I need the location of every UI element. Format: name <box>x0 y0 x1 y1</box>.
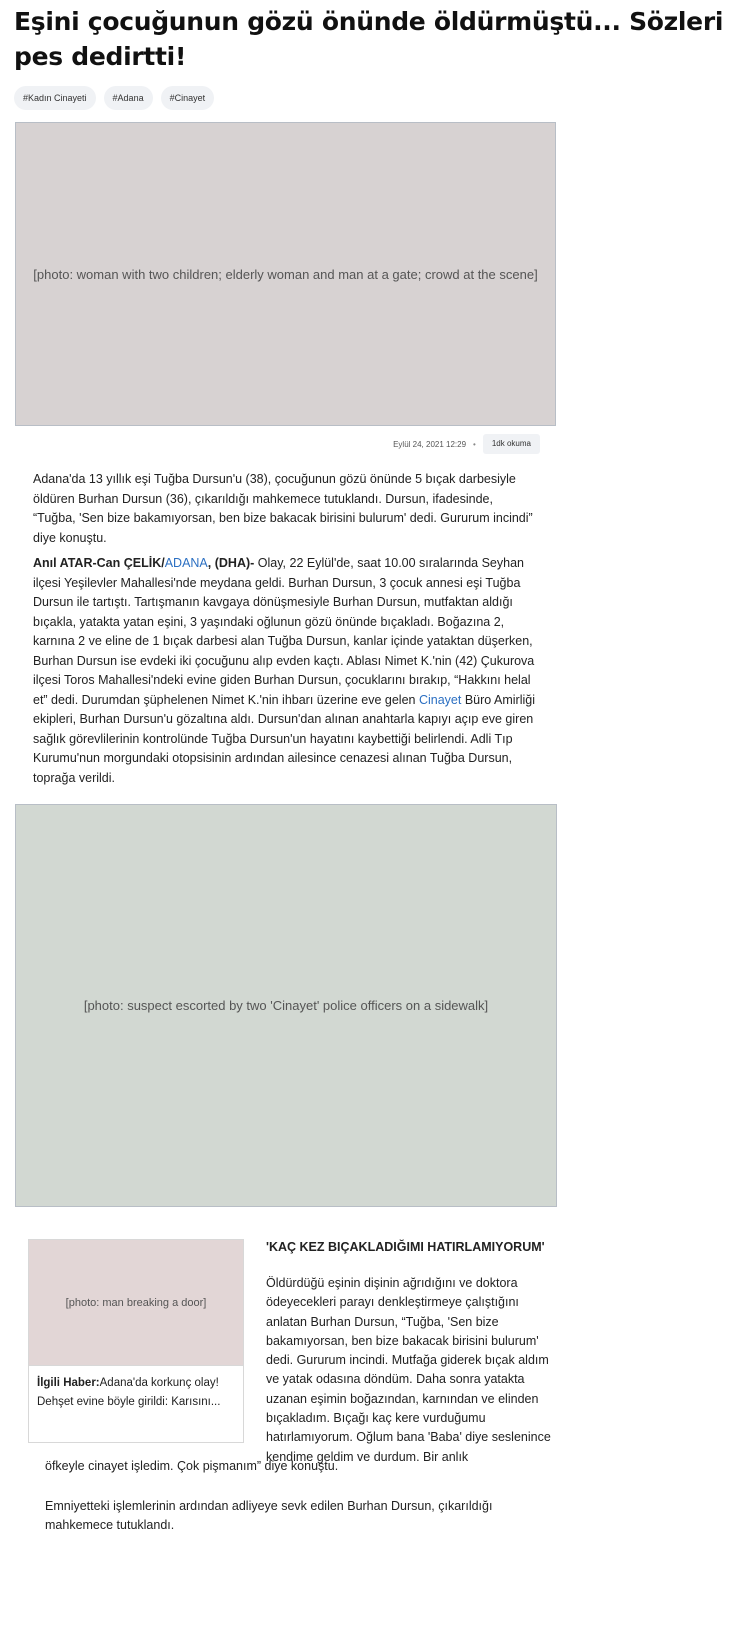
body-text-2: Büro Amirliği ekipleri, Burhan Dursun'u gözaltına aldı. Dursun'dan alınan anahtarla kapıyı açıp eve giren sağlık görevlilerinin kontrolünde Tuğba Dursun'un hayatını kaybettiği belirlendi. Adli Tıp Kurumu'nun morgundaki otopsisinin ardından ailesince cenazesi alınan Tuğba Dursun, toprağa verildi. <box>33 692 535 785</box>
cinayet-link[interactable]: Cinayet <box>418 692 462 707</box>
read-time-badge: 1dk okuma <box>483 434 540 454</box>
section-subheading: 'KAÇ KEZ BIÇAKLADIĞIMI HATIRLAMIYORUM' <box>266 1240 545 1254</box>
related-news-title: Adana'da korkunç olay! Dehşet evine böyle girildi: Karısını... <box>37 1377 221 1408</box>
related-news-card[interactable] <box>28 1239 244 1443</box>
hero-image <box>15 122 556 426</box>
tag-cinayet[interactable]: #Cinayet <box>161 86 215 110</box>
body-text-1: Olay, 22 Eylül'de, saat 10.00 sıralarında Seyhan ilçesi Yeşilevler Mahallesi'nde meydana geldi. Burhan Dursun, 3 çocuk annesi eşi Tuğba Dursun ile tartıştı. Tartışmanın kavgaya dönüşmesiyle Burhan Dursun, mutfaktan aldığı bıçakla, yatakta yatan eşini, 3 yaşındaki oğlunun gözü önünde bıçakladı. Boğazına 2, karnına 2 ve eline de 1 bıçak darbesi alan Tuğba Dursun, kanlar içinde yataktan düşerken, Burhan Dursun ise evdeki iki çocuğunu alıp evden kaçtı. Ablası Nimet K.'nin (42) Çukurova ilçesi Toros Mahallesi'ndeki evine giden Burhan Dursun, çocuklarını bırakıp, “Hakkını helal et” dedi. Durumdan şüphelenen Nimet K.'nin ihbarı üzerine eve gelen <box>33 556 535 707</box>
related-photo-label: [photo: man breaking a door] <box>65 1296 207 1309</box>
meta-separator: • <box>473 439 476 449</box>
main-article-photo <box>15 804 557 1207</box>
related-news-prefix: İlgili Haber: <box>37 1377 100 1389</box>
publish-date: Eylül 24, 2021 12:29 <box>393 439 467 449</box>
article-lead: Adana'da 13 yıllık eşi Tuğba Dursun'u (38), çocuğunun gözü önünde 5 bıçak darbesiyle öldüren Burhan Dursun (36), çıkarıldığı mahkemece tutuklandı. Dursun, ifadesinde, “Tuğba, 'Sen bize bakamıyorsan, ben bize bakacak birisini bulurum' dedi. Gururum incindi” diye konuştu. <box>33 472 533 545</box>
article-headline: Eşini çocuğunun gözü önünde öldürmüştü... Sözleri pes dedirtti! <box>14 7 724 71</box>
quote-paragraph-tail: öfkeyle cinayet işledim. Çok pişmanım” diye konuştu. <box>45 1459 339 1473</box>
related-news-image <box>29 1240 243 1366</box>
hero-image-label: [photo: woman with two children; elderly woman and man at a gate; crowd at the scene] <box>33 266 538 282</box>
article-body <box>33 554 538 788</box>
closing-paragraph-line-2: mahkemece tutuklandı. <box>45 1518 175 1532</box>
byline-agency: , (DHA)- <box>207 556 255 570</box>
related-news-text <box>37 1374 237 1412</box>
tag-kadin-cinayeti[interactable]: #Kadın Cinayeti <box>14 86 96 110</box>
tag-list <box>14 86 214 110</box>
closing-paragraph-line-1: Emniyetteki işlemlerinin ardından adliyeye sevk edilen Burhan Dursun, çıkarıldığı <box>45 1499 493 1513</box>
byline-author: Anıl ATAR-Can ÇELİK/ <box>33 556 165 570</box>
quote-paragraph: Öldürdüğü eşinin dişinin ağrıdığını ve doktora ödeyecekleri parayı denkleştirmeye çalıştığını anlatan Burhan Dursun, “Tuğba, 'Sen bize bakamıyorsan, ben bize bakacak birisini bulurum' dedi. Gururum incindi. Mutfağa giderek bıçak aldım ve yatak odasına döndüm. Daha sonra yatakta uzanan eşimin boğazından, karnından ve elinden bıçakladım. Bıçağı kaç kere vurduğumu hatırlamıyorum. Oğlum bana 'Baba' diye seslenince kendime geldim ve durdum. Bir anlık <box>266 1276 551 1464</box>
article-meta <box>393 434 540 454</box>
main-photo-label: [photo: suspect escorted by two 'Cinayet' police officers on a sidewalk] <box>83 998 489 1013</box>
tag-adana[interactable]: #Adana <box>104 86 153 110</box>
byline-city-link[interactable]: ADANA <box>164 556 208 570</box>
